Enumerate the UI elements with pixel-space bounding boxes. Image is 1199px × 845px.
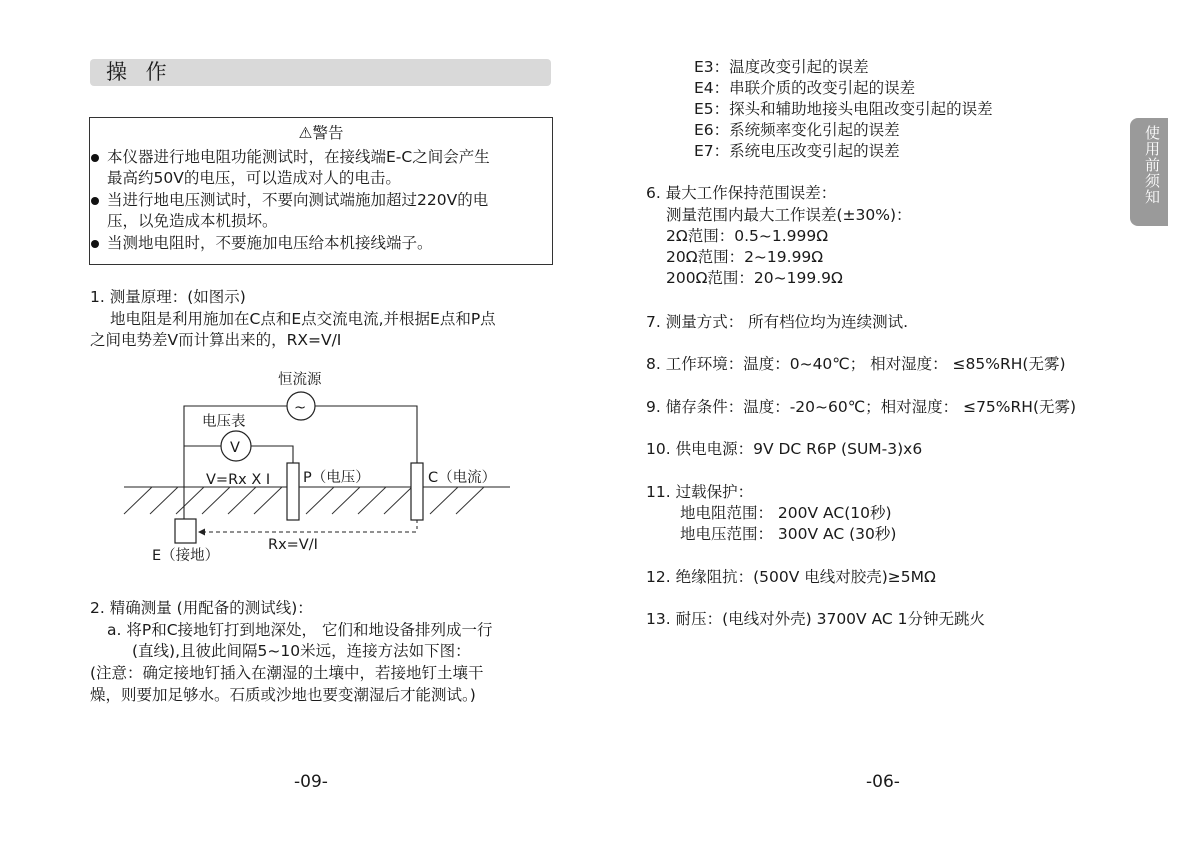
warning-line-4: 压，以免造成本机损坏。 bbox=[107, 212, 278, 230]
voltmeter-label: 电压表 bbox=[202, 414, 246, 430]
section-title: 操 作 bbox=[106, 60, 173, 84]
arrow-left-icon bbox=[198, 529, 205, 536]
bullet-icon bbox=[91, 154, 99, 162]
error-e5: E5：探头和辅助地接头电阻改变引起的误差 bbox=[694, 100, 993, 118]
warning-line-2: 最高约50V的电压，可以造成对人的电击。 bbox=[107, 169, 401, 187]
sec1-line-2: 之间电势差V而计算出来的，RX=V/I bbox=[90, 331, 342, 349]
voltmeter-symbol: V bbox=[230, 440, 240, 456]
sec10: 10. 供电电源：9V DC R6P (SUM-3)x6 bbox=[646, 440, 923, 458]
measurement-diagram bbox=[110, 360, 550, 575]
rx-label: Rx=V/I bbox=[268, 537, 318, 553]
side-tab-label: 使用前须知 bbox=[1143, 125, 1161, 205]
sec8: 8. 工作环境：温度：0~40℃； 相对湿度： ≤85%RH(无雾) bbox=[646, 355, 1066, 373]
sec1-line-1: 地电阻是利用施加在C点和E点交流电流,并根据E点和P点 bbox=[110, 310, 496, 328]
error-e6: E6：系统频率变化引起的误差 bbox=[694, 121, 900, 139]
e-electrode bbox=[175, 519, 196, 543]
sec6-range-20: 20Ω范围：2~19.99Ω bbox=[666, 248, 824, 266]
sec6-range-200: 200Ω范围：20~199.9Ω bbox=[666, 269, 843, 287]
sec2-a-line-1: a. 将P和C接地钉打到地深处， 它们和地设备排列成一行 bbox=[107, 621, 493, 639]
formula-v: V=Rx X I bbox=[206, 472, 271, 488]
sec11-line-2: 地电压范围： 300V AC (30秒) bbox=[680, 525, 897, 543]
note-line-2: 燥，则要加足够水。石质或沙地也要变潮湿后才能测试。) bbox=[90, 686, 476, 704]
error-e7: E7：系统电压改变引起的误差 bbox=[694, 142, 900, 160]
bullet-icon bbox=[91, 240, 99, 248]
warning-line-3: 当进行地电压测试时，不要向测试端施加超过220V的电 bbox=[107, 191, 489, 209]
source-label: 恒流源 bbox=[278, 372, 322, 388]
sec13: 13. 耐压：(电线对外壳) 3700V AC 1分钟无跳火 bbox=[646, 610, 986, 628]
c-label: C（电流） bbox=[428, 470, 497, 486]
sec6-range-2: 2Ω范围：0.5~1.999Ω bbox=[666, 227, 829, 245]
sec11-line-1: 地电阻范围： 200V AC(10秒) bbox=[680, 504, 892, 522]
sec2-a-line-2: (直线),且彼此间隔5~10米远，连接方法如下图： bbox=[132, 642, 471, 660]
sec7: 7. 测量方式： 所有档位均为连续测试. bbox=[646, 313, 909, 331]
sec6-sub: 测量范围内最大工作误差(±30%)： bbox=[666, 206, 912, 224]
error-e4: E4：串联介质的改变引起的误差 bbox=[694, 79, 916, 97]
sec12: 12. 绝缘阻抗：(500V 电线对胶壳)≥5MΩ bbox=[646, 568, 936, 586]
c-probe bbox=[411, 463, 423, 520]
warning-line-5: 当测地电阻时，不要施加电压给本机接线端子。 bbox=[107, 234, 433, 252]
page-number-right: -06- bbox=[866, 772, 900, 792]
bullet-icon bbox=[91, 197, 99, 205]
error-e3: E3：温度改变引起的误差 bbox=[694, 58, 869, 76]
page-number-left: -09- bbox=[294, 772, 328, 792]
sec11-heading: 11. 过载保护： bbox=[646, 483, 754, 501]
warning-line-1: 本仪器进行地电阻功能测试时，在接线端E-C之间会产生 bbox=[107, 148, 490, 166]
e-label: E（接地） bbox=[152, 548, 220, 564]
p-label: P（电压） bbox=[303, 470, 370, 486]
sec6-heading: 6. 最大工作保持范围误差： bbox=[646, 184, 837, 202]
sec2-heading: 2. 精确测量 (用配备的测试线)： bbox=[90, 599, 313, 617]
sec1-heading: 1. 测量原理：(如图示) bbox=[90, 288, 246, 306]
warning-title: ⚠警告 bbox=[298, 124, 344, 142]
note-line-1: (注意：确定接地钉插入在潮湿的土壤中，若接地钉土壤干 bbox=[90, 664, 484, 682]
p-probe bbox=[287, 463, 299, 520]
sec9: 9. 储存条件：温度：-20~60℃；相对湿度： ≤75%RH(无雾) bbox=[646, 398, 1077, 416]
source-symbol: ~ bbox=[294, 400, 307, 416]
